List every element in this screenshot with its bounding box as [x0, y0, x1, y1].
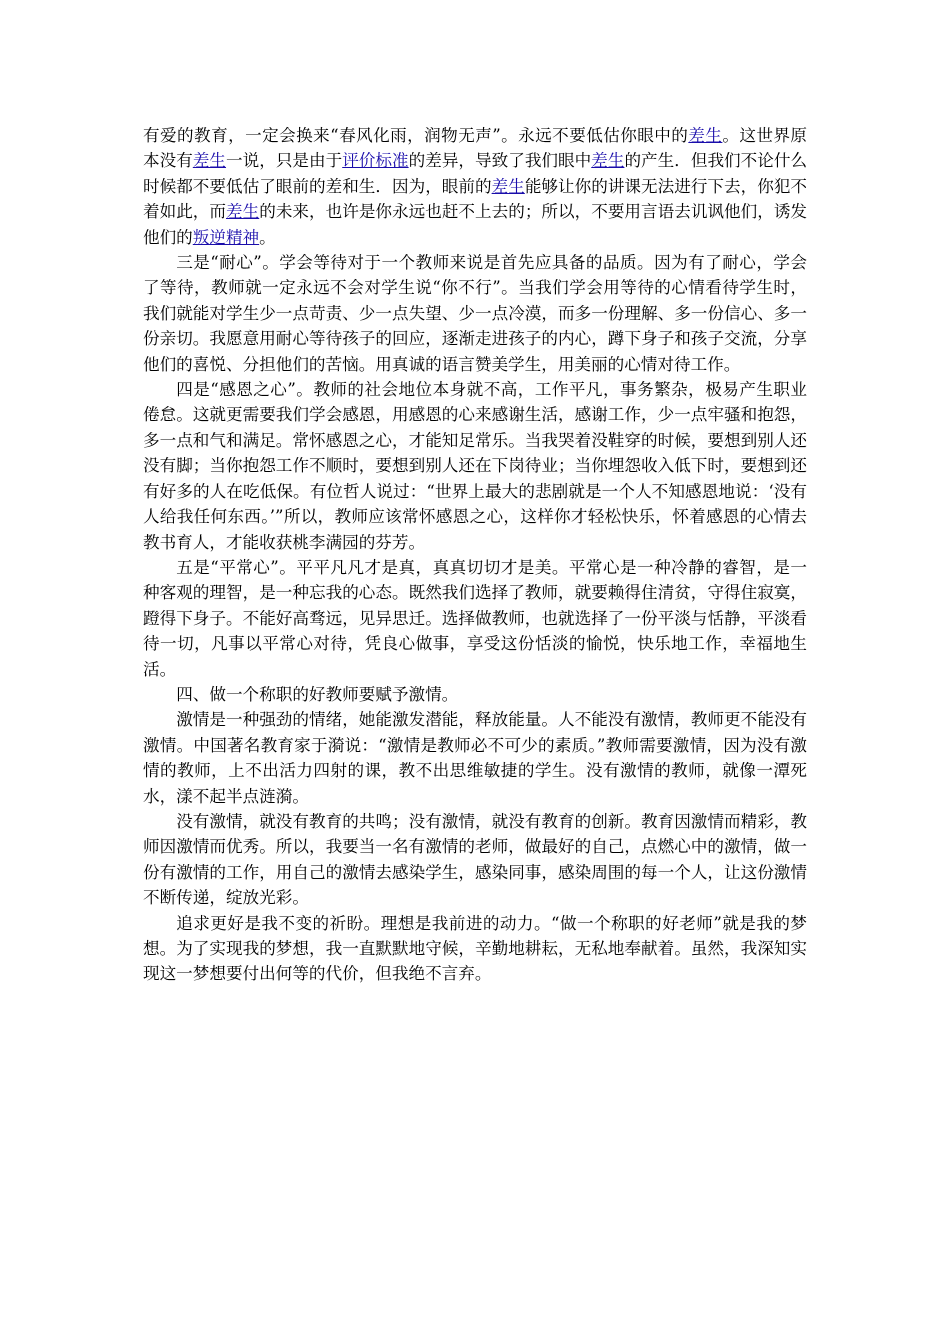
link-poor-student[interactable]: 差生 — [591, 151, 625, 171]
text-span: 激情是一种强劲的情绪，她能激发潜能，释放能量。人不能没有激情，教师更不能没有激情。中国著名教育家于漪说：“激情是教师必不可少的素质。”教师需要激情，因为没有激情的教师，上不出活力四射的课，教不出思维敏捷的学生。没有激情的教师，就像一潭死水，漾不起半点涟漪。 — [143, 710, 807, 806]
link-poor-student[interactable]: 差生 — [226, 202, 260, 222]
paragraph-ordinary-mind — [143, 555, 807, 682]
text-span: 四是“感恩之心”。教师的社会地位本身就不高，工作平凡，事务繁杂，极易产生职业倦怠。这就更需要我们学会感恩，用感恩的心来感谢生活，感谢工作，少一点牢骚和抱怨，多一点和气和满足。常怀感恩之心，才能知足常乐。当我哭着没鞋穿的时候，要想到别人还没有脚；当你抱怨工作不顺时，要想到别人还在下岗待业；当你埋怨收入低下时，要想到还有好多的人在吃低保。有位哲人说过：“世界上最大的悲剧就是一个人不知感恩地说：‘没有人给我任何东西。’”所以，教师应该常怀感恩之心，这样你才轻松快乐，怀着感恩的心情去教书育人，才能收获桃李满园的芬芳。 — [143, 380, 807, 552]
text-span: 的产生．但我们不论什么时候都不要低估了眼前的差和生．因为，眼前的 — [143, 151, 808, 196]
text-span: 五是“平常心”。平平凡凡才是真，真真切切才是美。平常心是一种冷静的睿智，是一种客观的理智，是一种忘我的心态。既然我们选择了教师，就要赖得住清贫，守得住寂寞，蹬得下身子。不能好高骛远，见异思迁。选择做教师，也就选择了一份平淡与恬静，平淡看待一切，凡事以平常心对待，凭良心做事，享受这份恬淡的愉悦，快乐地工作，幸福地生活。 — [143, 557, 807, 679]
text-span: 追求更好是我不变的祈盼。理想是我前进的动力。“做一个称职的好老师”就是我的梦想。为了实现我的梦想，我一直默默地守候，辛勤地耕耘，无私地奉献着。虽然，我深知实现这一梦想要付出何等的代价，但我绝不言弃。 — [143, 913, 807, 984]
link-rebellious-spirit[interactable]: 叛逆精神 — [192, 227, 260, 247]
text-span: 的未来，也许是你永远也赶不上去的；所以，不要用言语去讥讽他们，诱发他们的 — [143, 202, 808, 247]
text-span: 四、做一个称职的好教师要赋予激情。 — [176, 684, 459, 704]
text-span: 的差异，导致了我们眼中 — [408, 151, 592, 171]
text-span: 没有激情，就没有教育的共鸣；没有激情，就没有教育的创新。教育因激情而精彩，教师因激情而优秀。所以，我要当一名有激情的老师，做最好的自己，点燃心中的激情，做一份有激情的工作，用自己的激情去感染学生，感染同事，感染周围的每一个人，让这份激情不断传递，绽放光彩。 — [143, 811, 807, 908]
text-span: 三是“耐心”。学会等待对于一个教师来说是首先应具备的品质。因为有了耐心，学会了等待，教师就一定永远不会对学生说“你不行”。当我们学会用等待的心情看待学生时，我们就能对学生少一点苛责、少一点失望、少一点冷漠，而多一份理解、多一份信心、多一份亲切。我愿意用耐心等待孩子的回应，逐渐走进孩子的内心，蹲下身子和孩子交流，分享他们的喜悦、分担他们的苦恼。用真诚的语言赞美学生，用美丽的心情对待工作。 — [143, 253, 807, 374]
text-span: 一说，只是由于 — [226, 151, 343, 171]
paragraph-gratitude — [143, 377, 807, 555]
paragraph-passion-resonance — [143, 809, 807, 911]
paragraph-passion-definition — [143, 707, 807, 809]
text-span: 有爱的教育，一定会换来“春风化雨，润物无声”。永远不要低估你眼中的 — [143, 126, 689, 145]
link-poor-student[interactable]: 差生 — [491, 176, 525, 196]
paragraph-dream — [143, 911, 807, 987]
paragraph-patience — [143, 250, 807, 377]
text-span: 能够让你的讲课无法进行下去，你犯不着如此，而 — [143, 176, 808, 222]
link-poor-student[interactable]: 差生 — [192, 151, 227, 171]
paragraph-patience-continuation — [143, 123, 807, 250]
document-body — [143, 123, 807, 987]
text-span: 。 — [259, 227, 276, 247]
section-heading-passion — [143, 682, 807, 707]
text-span: 。这世界原本没有 — [143, 126, 808, 171]
link-evaluation-standard[interactable]: 评价标准 — [342, 151, 409, 171]
link-poor-student[interactable]: 差生 — [688, 126, 723, 145]
